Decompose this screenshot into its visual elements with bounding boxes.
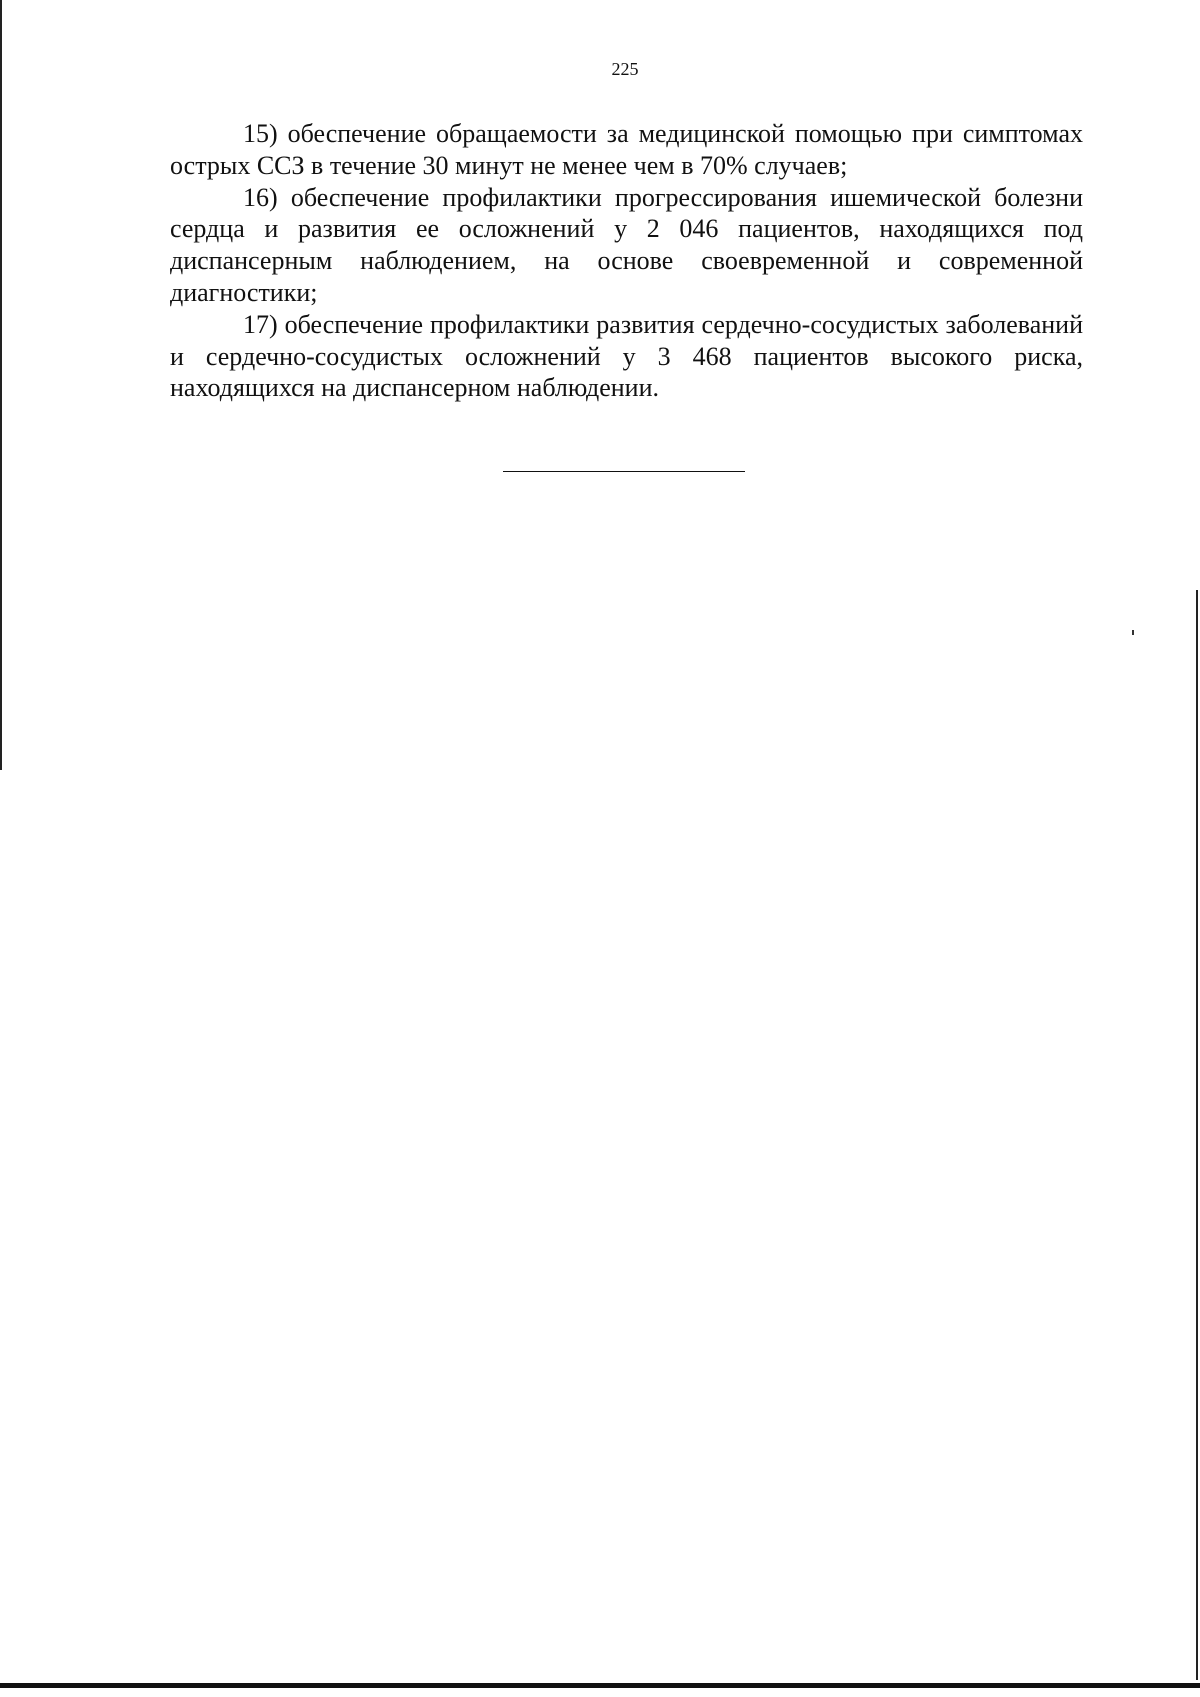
list-item-17: 17) обеспечение профилактики развития сердечно-сосудистых заболеваний и сердечно-сосудистых осложнений у 3 468 пациентов высокого риска, находящихся на диспансерном наблюдении. (170, 309, 1083, 403)
end-of-document-rule (503, 471, 745, 472)
scan-speck (1132, 630, 1134, 635)
scan-border-bottom (0, 1683, 1200, 1688)
scan-border-left (0, 0, 2, 770)
page-number: 225 (611, 59, 639, 79)
list-item-16: 16) обеспечение профилактики прогрессирования ишемической болезни сердца и развития ее осложнений у 2 046 пациентов, находящихся под диспансерным наблюдением, на основе своевременной и современной диагностики; (170, 182, 1083, 307)
document-body (170, 118, 1083, 404)
scan-border-right (1196, 590, 1198, 1680)
list-item-15: 15) обеспечение обращаемости за медицинской помощью при симптомах острых ССЗ в течение 30 минут не менее чем в 70% случаев; (170, 119, 1083, 180)
